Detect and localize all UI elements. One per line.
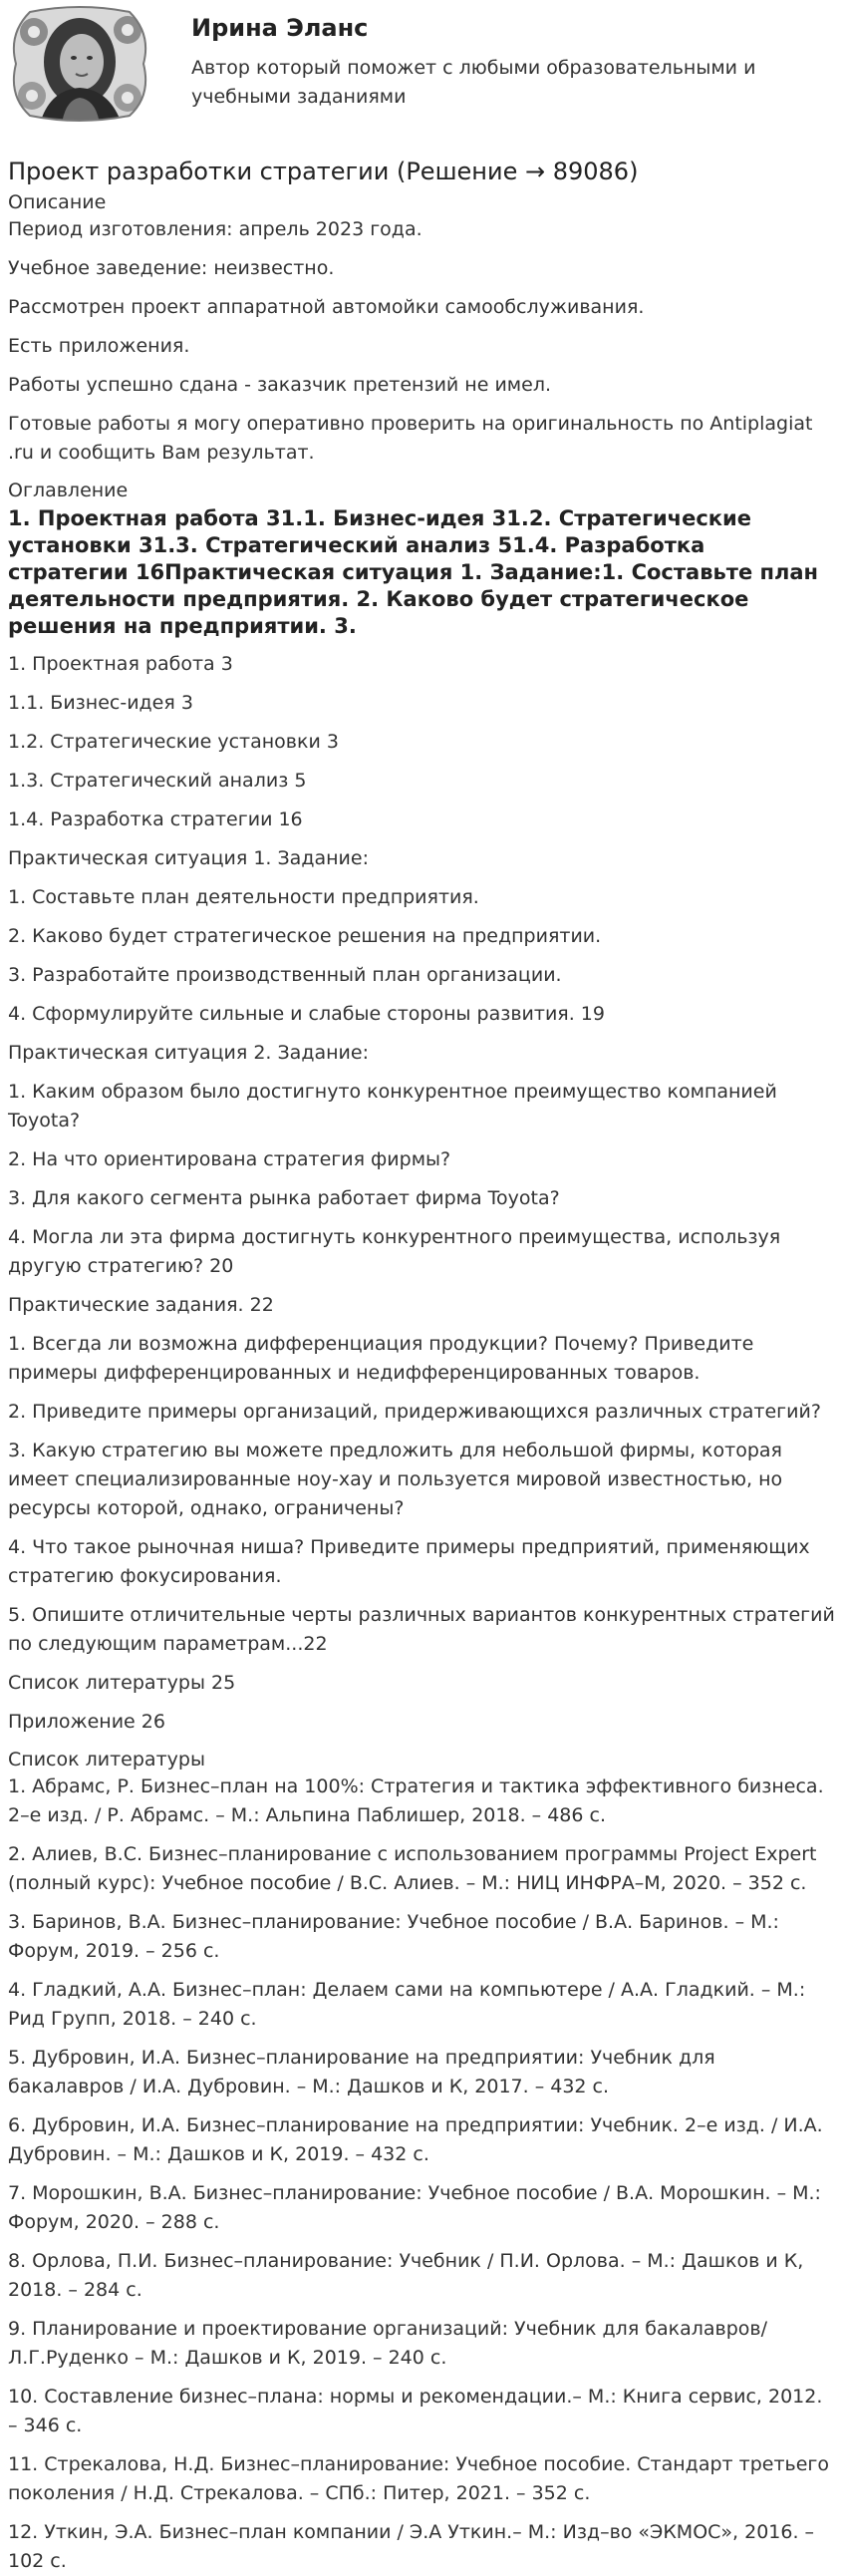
literature-item: 9. Планирование и проектирование организаций: Учебник для бакалавров/Л.Г.Руденко – М.: Дашков и К, 2019. – 240 с. [8, 2318, 768, 2369]
contents-summary: 1. Проектная работа 31.1. Бизнес-идея 31.2. Стратегические установки 31.3. Стратегический анализ 51.4. Разработка стратегии 16Практическая ситуация 1. Задание:1. Составьте план деятельности предприятия. 2. Каково будет стратегическое решения на предприятии. 3. [8, 506, 819, 638]
literature-item: 10. Составление бизнес–плана: нормы и рекомендации.– М.: Книга сервис, 2012. – 346 с. [8, 2386, 823, 2436]
contents-item: 4. Могла ли эта фирма достигнуть конкурентного преимущества, используя другую стратегию? 20 [8, 1226, 781, 1277]
literature-list [8, 1772, 836, 2576]
contents-item: 1. Проектная работа 3 [8, 653, 233, 675]
contents-item: 2. Каково будет стратегическое решения на предприятии. [8, 925, 602, 947]
description-item: Рассмотрен проект аппаратной автомойки самообслуживания. [8, 296, 645, 318]
contents-item: 1.4. Разработка стратегии 16 [8, 808, 303, 830]
author-description-line-1: Автор который поможет с любыми образовательными и [191, 57, 756, 79]
author-description-line-2: учебными заданиями [191, 86, 407, 108]
literature-item: 1. Абрамс, Р. Бизнес–план на 100%: Стратегия и тактика эффективного бизнеса. 2–е изд. / Р. Абрамс. – М.: Альпина Паблишер, 2018. – 486 с. [8, 1775, 824, 1826]
description-item: Работы успешно сдана - заказчик претензий не имел. [8, 374, 552, 396]
literature-item: 7. Морошкин, В.А. Бизнес–планирование: Учебное пособие / В.А. Морошкин. – М.: Форум, 2020. – 288 с. [8, 2182, 821, 2233]
contents-item: 1.1. Бизнес-идея 3 [8, 692, 193, 714]
contents-item: Список литературы 25 [8, 1672, 236, 1694]
contents-item: 1. Каким образом было достигнуто конкурентное преимущество компанией Toyota? [8, 1081, 777, 1131]
literature-item: 3. Баринов, В.А. Бизнес–планирование: Учебное пособие / В.А. Баринов. – М.: Форум, 2019. – 256 с. [8, 1911, 779, 1962]
literature-item: 4. Гладкий, А.А. Бизнес–план: Делаем сами на компьютере / А.А. Гладкий. – М.: Рид Групп, 2018. – 240 с. [8, 1979, 806, 2030]
contents-item: 2. Приведите примеры организаций, придерживающихся различных стратегий? [8, 1401, 821, 1423]
description-item: Период изготовления: апрель 2023 года. [8, 218, 422, 240]
description-block [8, 215, 836, 468]
author-info [191, 4, 809, 112]
contents-item: Практическая ситуация 2. Задание: [8, 1042, 369, 1064]
contents-item: 3. Какую стратегию вы можете предложить для небольшой фирмы, которая имеет специализированные ноу-хау и пользуется мировой известностью, но ресурсы которой, однако, ограничены? [8, 1440, 783, 1519]
literature-label: Список литературы [8, 1749, 205, 1771]
contents-item: Практические задания. 22 [8, 1294, 274, 1316]
contents-list [8, 650, 836, 1737]
author-avatar-icon[interactable] [10, 4, 149, 124]
description-item: Готовые работы я могу оперативно проверить на оригинальность по Antiplagiat .ru и сообщить Вам результат. [8, 413, 813, 464]
literature-item: 2. Алиев, В.С. Бизнес–планирование с использованием программы Project Expert (полный курс): Учебное пособие / В.С. Алиев. – М.: НИЦ ИНФРА–М, 2020. – 352 с. [8, 1843, 817, 1894]
literature-item: 5. Дубровин, И.А. Бизнес–планирование на предприятии: Учебник для бакалавров / И.А. Дубровин. – М.: Дашков и К, 2017. – 432 с. [8, 2047, 715, 2097]
contents-item: 4. Сформулируйте сильные и слабые стороны развития. 19 [8, 1003, 605, 1025]
contents-item: Практическая ситуация 1. Задание: [8, 847, 369, 869]
contents-item: 1. Всегда ли возможна дифференциация продукции? Почему? Приведите примеры дифференцированных и недифференцированных товаров. [8, 1333, 754, 1384]
description-label: Описание [8, 191, 107, 213]
literature-item: 6. Дубровин, И.А. Бизнес–планирование на предприятии: Учебник. 2–е изд. / И.А. Дубровин. – М.: Дашков и К, 2019. – 432 с. [8, 2114, 823, 2165]
literature-item: 8. Орлова, П.И. Бизнес–планирование: Учебник / П.И. Орлова. – М.: Дашков и К, 2018. – 284 с. [8, 2250, 804, 2301]
author-card [8, 0, 836, 156]
contents-item: 2. На что ориентирована стратегия фирмы? [8, 1148, 451, 1170]
contents-item: 4. Что такое рыночная ниша? Приведите примеры предприятий, применяющих стратегию фокусирования. [8, 1536, 810, 1587]
contents-item: 3. Для какого сегмента рынка работает фирма Toyota? [8, 1187, 560, 1209]
description-item: Учебное заведение: неизвестно. [8, 257, 335, 279]
contents-item: 1.2. Стратегические установки 3 [8, 731, 339, 753]
contents-item: 3. Разработайте производственный план организации. [8, 964, 562, 986]
contents-item: Приложение 26 [8, 1711, 165, 1733]
description-item: Есть приложения. [8, 335, 190, 357]
contents-label: Оглавление [8, 480, 129, 501]
literature-item: 11. Стрекалова, Н.Д. Бизнес–планирование: Учебное пособие. Стандарт третьего поколения / Н.Д. Стрекалова. – СПб.: Питер, 2021. – 352 с. [8, 2453, 830, 2504]
avatar-image [10, 4, 149, 124]
contents-item: 1.3. Стратегический анализ 5 [8, 770, 307, 792]
contents-item: 5. Опишите отличительные черты различных вариантов конкурентных стратегий по следующим параметрам...22 [8, 1604, 835, 1655]
contents-item: 1. Составьте план деятельности предприятия. [8, 886, 479, 908]
literature-item: 12. Уткин, Э.А. Бизнес–план компании / Э.А Уткин.– М.: Изд–во «ЭКМОС», 2016. – 102 с. [8, 2521, 815, 2572]
work-title: Проект разработки стратегии (Решение → 89086) [8, 158, 639, 185]
author-description [191, 54, 809, 112]
author-name[interactable]: Ирина Эланс [191, 14, 369, 42]
